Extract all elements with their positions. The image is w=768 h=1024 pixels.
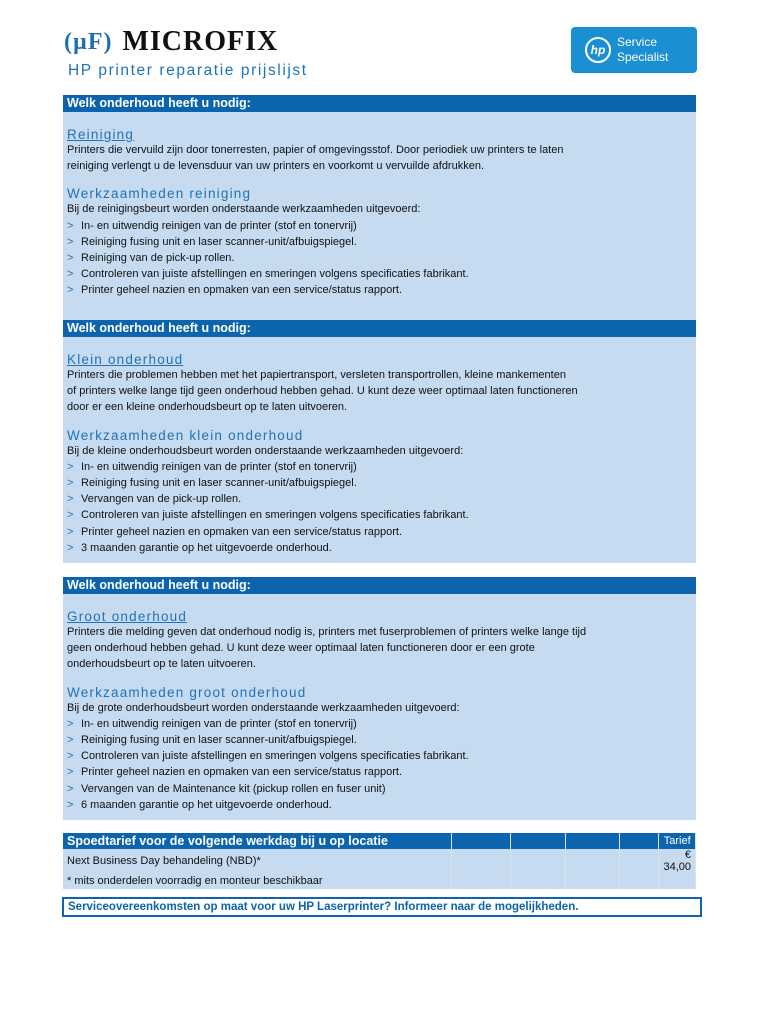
list-item [67,507,696,523]
bullet-arrow-icon: > [67,284,74,297]
microfix-mark-icon: (µF) [64,28,113,55]
section-body [63,112,696,320]
table-row [63,873,696,889]
list-item-text: Vervangen van de Maintenance kit (pickup rollen en fuser unit) [81,782,386,795]
list-item [67,282,696,298]
list-item-text: Reiniging fusing unit en laser scanner-unit/afbuigspiegel. [81,734,357,747]
bullet-arrow-icon: > [67,252,74,265]
list-item [67,266,696,282]
list-item [67,732,696,748]
bullet-arrow-icon: > [67,798,74,811]
list-item [67,797,696,813]
list-item-text: Printer geheel nazien en opmaken van een service/status rapport. [81,284,403,297]
bullet-arrow-icon: > [67,219,74,232]
section-title: Reiniging [67,127,135,142]
tariff-header: Spoedtarief voor de volgende werkdag bij u op locatie [63,833,451,849]
badge-line-2: Specialist [617,50,669,64]
tarief-column-header: Tarief [659,833,696,849]
bullet-arrow-icon: > [67,766,74,779]
section-header: Welk onderhoud heeft u nodig: [63,320,696,337]
service-agreement-banner: Serviceovereenkomsten op maat voor uw HP Laserprinter? Informeer naar de mogelijkheden. [62,897,702,917]
list-item-text: Printer geheel nazien en opmaken van een service/status rapport. [81,525,403,538]
list-item-text: Reiniging van de pick-up rollen. [81,252,235,265]
row-label: Next Business Day behandeling (NBD)* [63,849,451,873]
row-price: € 34,00 [659,849,696,873]
section-subtitle: Werkzaamheden reiniging [67,186,252,202]
list-item-text: Controleren van juiste afstellingen en smeringen volgens specificaties fabrikant. [81,268,469,281]
section-title: Klein onderhoud [67,352,184,367]
badge-text [617,35,668,65]
list-item-text: Reiniging fusing unit en laser scanner-unit/afbuigspiegel. [81,477,357,490]
list-item-text: 6 maanden garantie op het uitgevoerde onderhoud. [81,798,332,811]
section-header: Welk onderhoud heeft u nodig: [63,95,696,112]
bullet-arrow-icon: > [67,717,74,730]
hp-service-specialist-badge [571,27,697,73]
section-body [63,337,696,563]
list-item [67,716,696,732]
list-item [67,540,696,556]
lead-text: Bij de grote onderhoudsbeurt worden onderstaande werkzaamheden uitgevoerd: [67,701,460,714]
list-item [67,781,696,797]
hp-logo-icon: hp [585,37,611,63]
brand-name: MICROFIX [122,26,279,57]
bullet-arrow-icon: > [67,541,74,554]
list-item [67,218,696,234]
intro-line: of printers welke lange tijd geen onderhoud hebben gehad. U kunt deze weer optimaal laten functioneren [67,385,578,398]
intro-line: Printers die problemen hebben met het papiertransport, versleten transportrollen, kleine mankementen [67,369,566,381]
intro-line: reiniging verlengt u de levensduur van uw printers en voorkomt u vervuilde afdrukken. [67,160,485,173]
section-subtitle: Werkzaamheden klein onderhoud [67,427,304,443]
list-item-text: Controleren van juiste afstellingen en smeringen volgens specificaties fabrikant. [81,750,469,763]
list-item-text: Printer geheel nazien en opmaken van een service/status rapport. [81,766,403,779]
intro-line: door er een kleine onderhoudsbeurt op te laten uitvoeren. [67,401,348,414]
bullet-arrow-icon: > [67,734,74,747]
microfix-logo [64,28,278,56]
section-header: Welk onderhoud heeft u nodig: [63,577,696,594]
table-row [63,849,696,873]
bullet-arrow-icon: > [67,509,74,522]
list-item-text: 3 maanden garantie op het uitgevoerde onderhoud. [81,541,332,554]
bullet-arrow-icon: > [67,525,74,538]
list-item-text: Reiniging fusing unit en laser scanner-unit/afbuigspiegel. [81,235,357,248]
page-subtitle: HP printer reparatie prijslijst [68,62,308,79]
list-item [67,459,696,475]
section-subtitle: Werkzaamheden groot onderhoud [67,684,307,700]
list-item-text: In- en uitwendig reinigen van de printer (stof en tonervrij) [81,460,357,473]
list-item [67,524,696,540]
lead-text: Bij de reinigingsbeurt worden onderstaande werkzaamheden uitgevoerd: [67,203,421,216]
list-item-text: In- en uitwendig reinigen van de printer (stof en tonervrij) [81,717,357,730]
footnote: * mits onderdelen voorradig en monteur beschikbaar [63,873,451,889]
section-reiniging [63,95,696,320]
bullet-arrow-icon: > [67,477,74,490]
bullet-arrow-icon: > [67,268,74,281]
bullet-arrow-icon: > [67,782,74,795]
section-klein-onderhoud [63,320,696,563]
list-item [67,491,696,507]
lead-text: Bij de kleine onderhoudsbeurt worden onderstaande werkzaamheden uitgevoerd: [67,444,464,457]
list-item-text: Vervangen van de pick-up rollen. [81,493,242,506]
tariff-header-row [63,833,696,849]
intro-line: onderhoudsbeurt op te laten uitvoeren. [67,658,256,671]
bullet-arrow-icon: > [67,235,74,248]
badge-line-1: Service [617,35,658,49]
list-item [67,250,696,266]
intro-line: Printers die melding geven dat onderhoud nodig is, printers met fuserproblemen of printers welke lange tijd [67,626,587,638]
tariff-table [63,833,696,889]
bullet-arrow-icon: > [67,750,74,763]
section-title: Groot onderhoud [67,609,188,624]
intro-line: Printers die vervuild zijn door tonerresten, papier of omgevingsstof. Door periodiek uw printers te laten [67,144,564,156]
list-item [67,748,696,764]
list-item-text: In- en uitwendig reinigen van de printer (stof en tonervrij) [81,219,357,232]
list-item [67,475,696,491]
section-body [63,594,696,820]
bullet-arrow-icon: > [67,493,74,506]
list-item [67,764,696,780]
list-item [67,234,696,250]
intro-line: geen onderhoud hebben gehad. U kunt deze weer optimaal laten functioneren door er een grote [67,642,535,655]
section-groot-onderhoud [63,577,696,820]
list-item-text: Controleren van juiste afstellingen en smeringen volgens specificaties fabrikant. [81,509,469,522]
bullet-arrow-icon: > [67,460,74,473]
